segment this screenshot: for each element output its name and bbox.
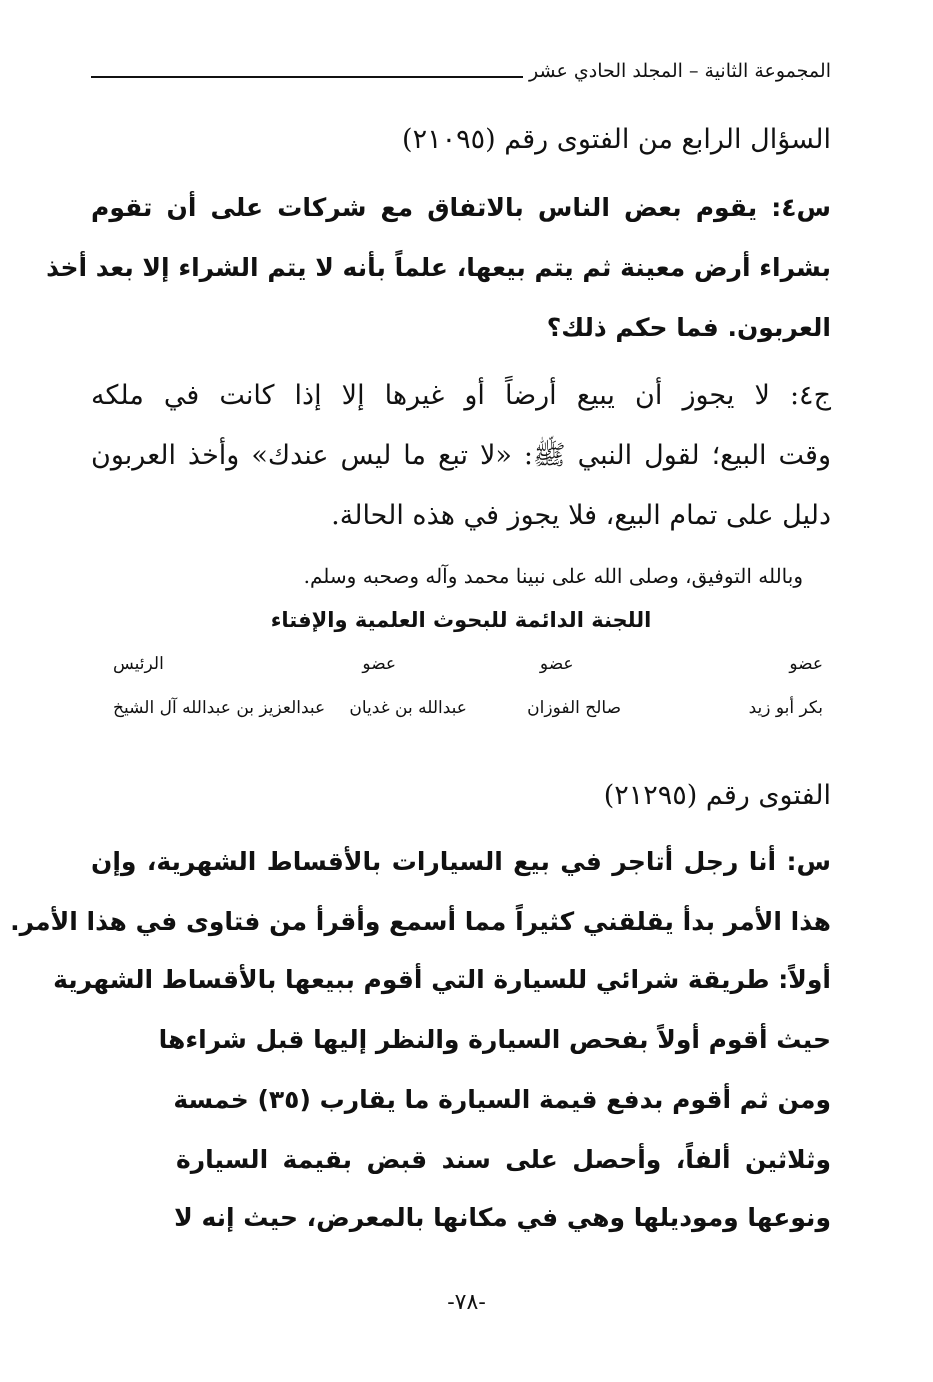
fatwa-question-line-3: أولاً: طريقة شرائي للسيارة التي أقوم ببيعها بالأقساط الشهرية bbox=[53, 965, 831, 994]
answer-line-3: دليل على تمام البيع، فلا يجوز في هذه الحالة. bbox=[331, 500, 831, 531]
fatwa-question-line-2: هذا الأمر بدأ يقلقني كثيراً مما أسمع وأقرأ من فتاوى في هذا الأمر. bbox=[10, 907, 831, 936]
fatwa-question-line-6: وثلاثين ألفاً، وأحصل على سند قبض بقيمة السيارة bbox=[176, 1145, 831, 1174]
fatwa-question-line-7: ونوعها وموديلها وهي في مكانها بالمعرض، حيث إنه لا bbox=[174, 1203, 831, 1232]
question-line-2: بشراء أرض معينة ثم يتم بيعها، علماً بأنه لا يتم الشراء إلا بعد أخذ bbox=[46, 253, 831, 282]
fatwa-question-line-4: حيث أقوم أولاً بفحص السيارة والنظر إليها قبل شراءها bbox=[158, 1025, 831, 1054]
running-header bbox=[91, 58, 831, 84]
question-line-3: العربون. فما حكم ذلك؟ bbox=[546, 313, 831, 342]
member-name-1: بكر أبو زيد bbox=[748, 698, 823, 718]
fatwa-question-line-5: ومن ثم أقوم بدفع قيمة السيارة ما يقارب (٣٥) خمسة bbox=[173, 1085, 831, 1114]
header-title: المجموعة الثانية – المجلد الحادي عشر bbox=[529, 60, 831, 82]
role-chairman: الرئيس bbox=[113, 654, 164, 674]
committee-name: اللجنة الدائمة للبحوث العلمية والإفتاء bbox=[270, 608, 652, 632]
role-member-3: عضو bbox=[362, 654, 397, 674]
member-name-3: عبدالله بن غديان bbox=[349, 698, 467, 718]
question-heading: السؤال الرابع من الفتوى رقم (٢١٠٩٥) bbox=[402, 124, 831, 155]
fatwa-question-line-1: س: أنا رجل أتاجر في بيع السيارات بالأقساط الشهرية، وإن bbox=[91, 847, 831, 876]
page-number: -٧٨- bbox=[447, 1290, 486, 1315]
member-name-2: صالح الفوزان bbox=[527, 698, 622, 718]
question-line-1: س٤: يقوم بعض الناس بالاتفاق مع شركات على أن تقوم bbox=[91, 193, 831, 222]
answer-line-2: وقت البيع؛ لقول النبي ﷺ: «لا تبع ما ليس عندك» وأخذ العربون bbox=[91, 440, 831, 471]
member-name-4: عبدالعزيز بن عبدالله آل الشيخ bbox=[113, 698, 326, 718]
fatwa-heading: الفتوى رقم (٢١٢٩٥) bbox=[603, 780, 831, 811]
header-rule bbox=[91, 76, 523, 78]
role-member-2: عضو bbox=[539, 654, 574, 674]
role-member-1: عضو bbox=[789, 654, 823, 674]
committee-roles bbox=[113, 652, 823, 676]
closing-line: وبالله التوفيق، وصلى الله على نبينا محمد وآله وصحبه وسلم. bbox=[303, 564, 803, 588]
answer-line-1: ج٤: لا يجوز أن يبيع أرضاً أو غيرها إلا إذا كانت في ملكه bbox=[91, 380, 831, 411]
committee-members bbox=[113, 696, 823, 720]
